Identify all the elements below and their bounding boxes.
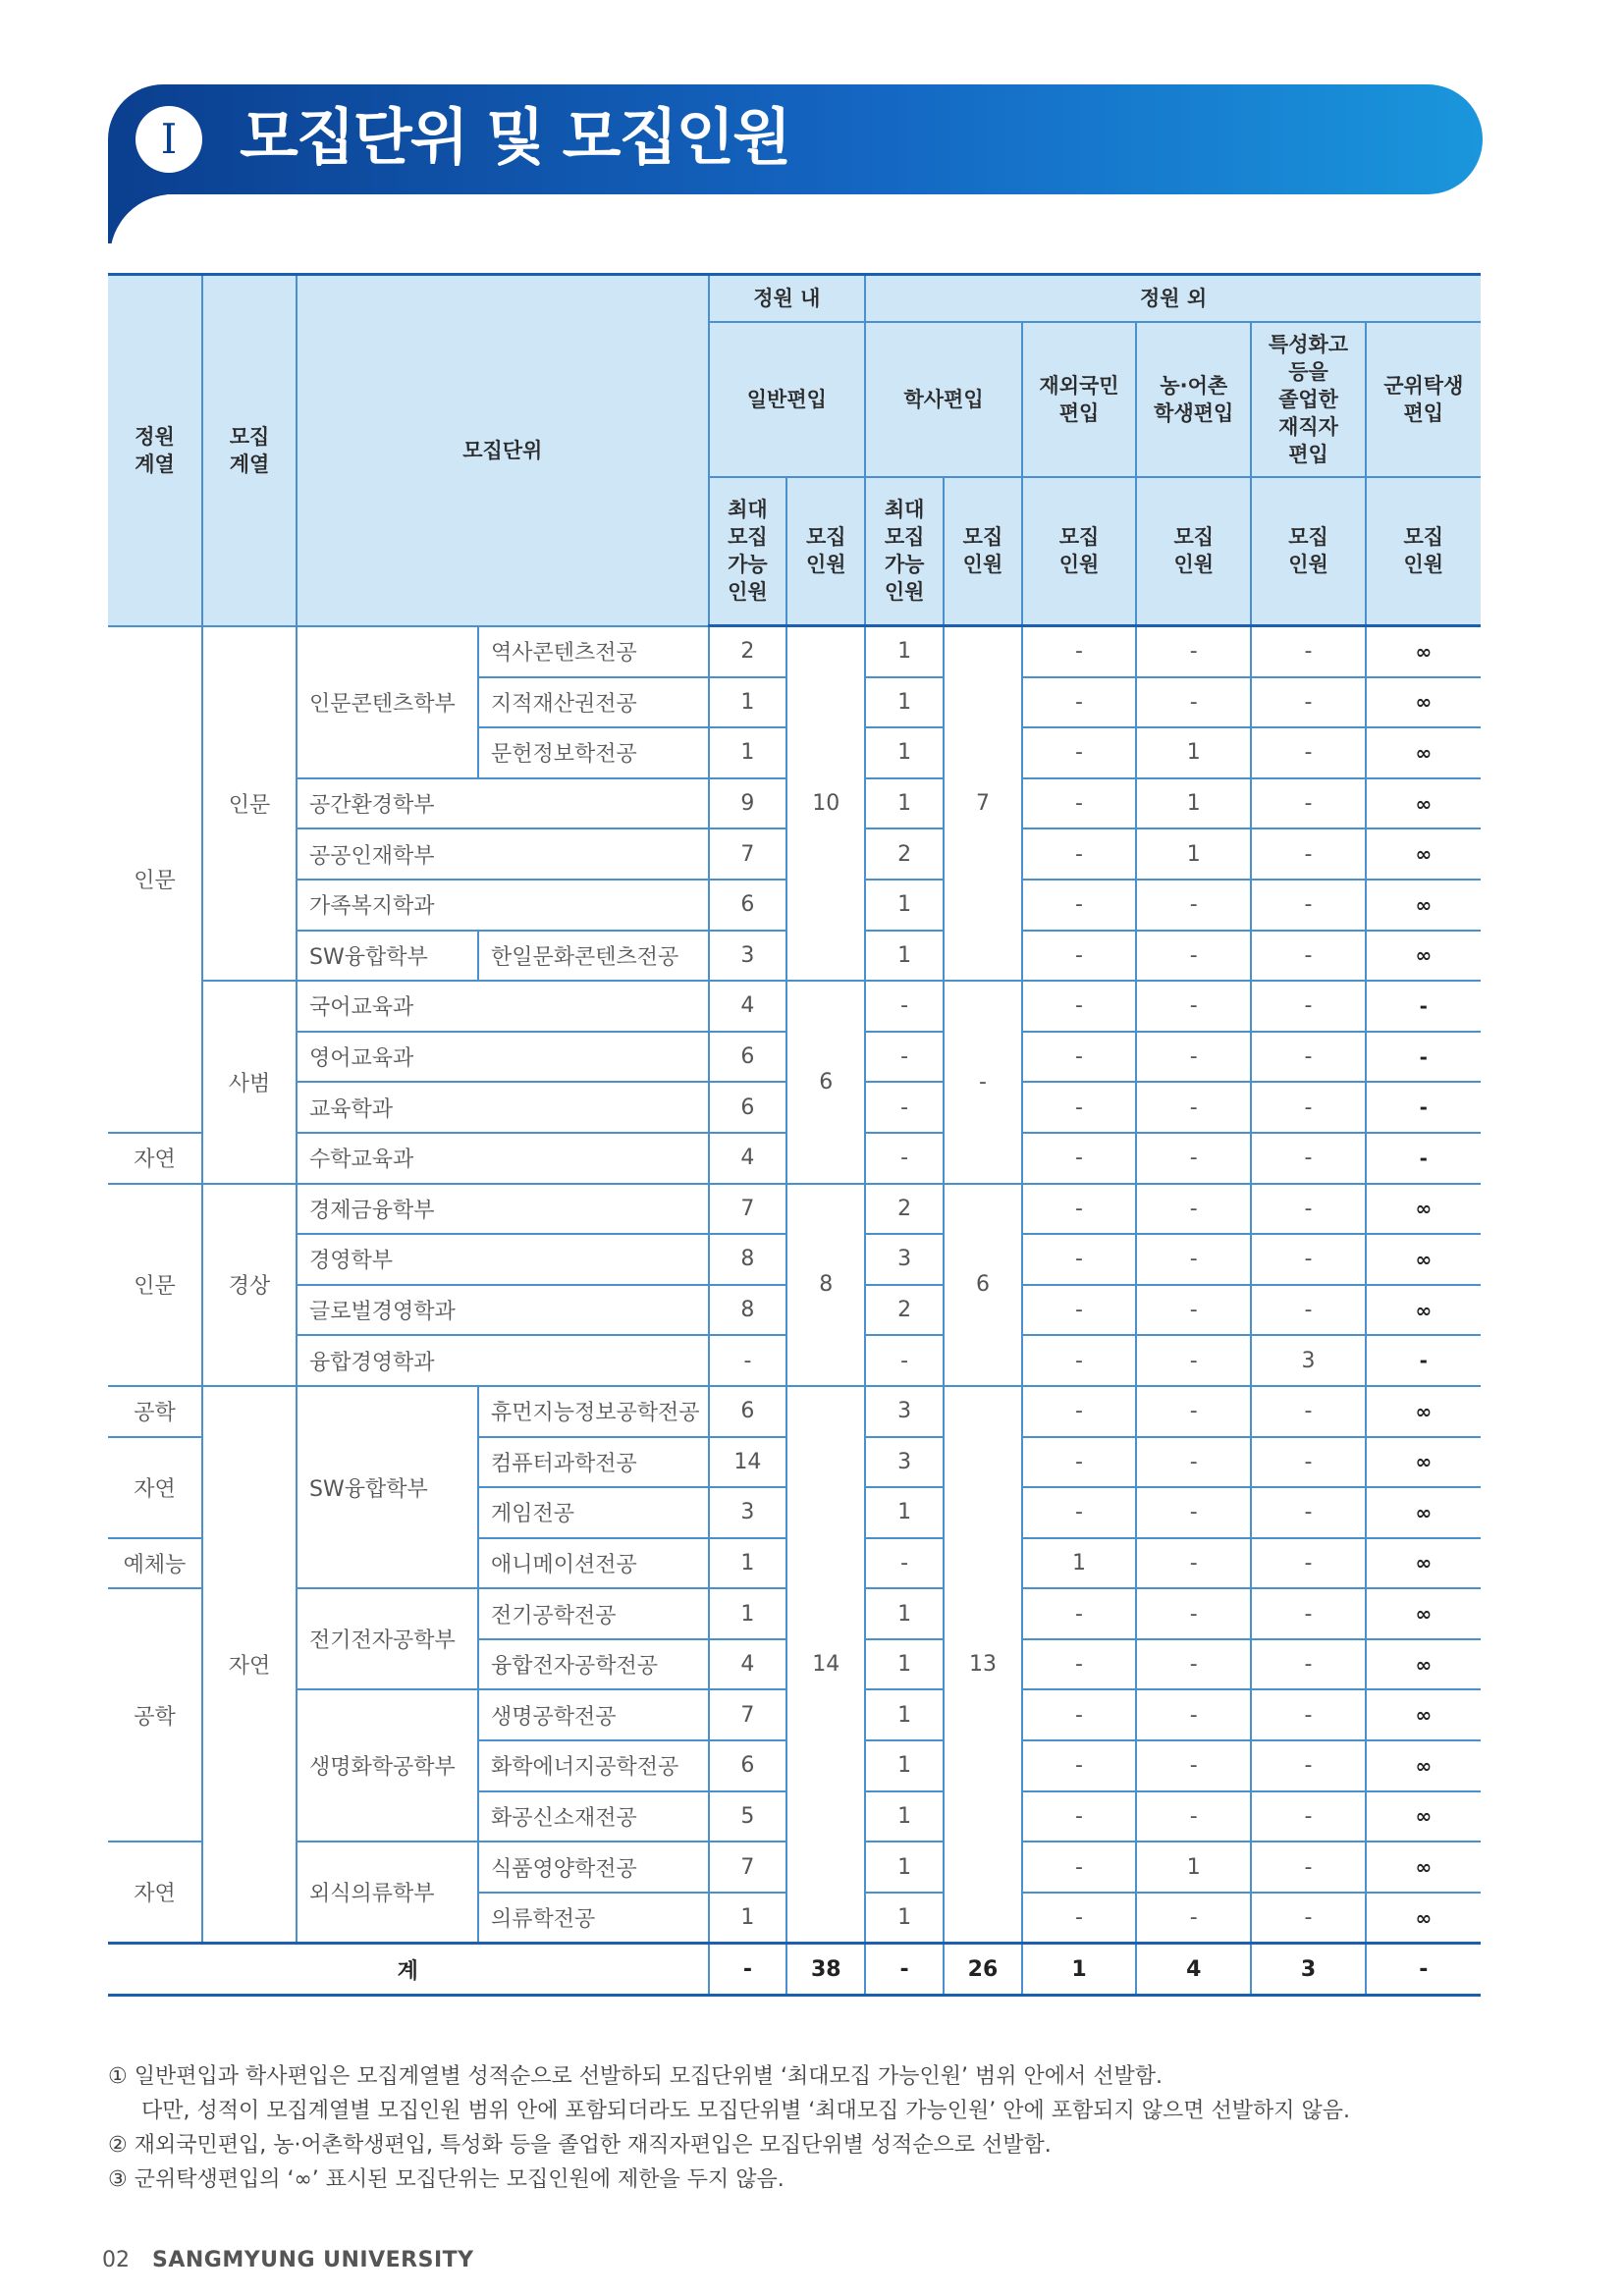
cell-gunwi: ∞	[1366, 778, 1481, 829]
cell-ilban-max: 7	[709, 1842, 787, 1893]
header-teukseong: 특성화고 등을 졸업한 재직자 편입	[1251, 322, 1365, 477]
note-3: ③ 군위탁생편입의 ‘∞’ 표시된 모집단위는 모집인원에 제한을 두지 않음.	[108, 2167, 785, 2192]
cell-haksa-count: 7	[944, 626, 1022, 982]
cell-haksa-count: -	[944, 981, 1022, 1183]
cell-haksa-max: 1	[865, 1487, 944, 1538]
cell-gunwi: ∞	[1366, 1893, 1481, 1944]
cell-teukseong: -	[1251, 1285, 1365, 1336]
cell-jaeoe: -	[1022, 880, 1136, 931]
table-row	[108, 1386, 1481, 1437]
cell-jaeoe: -	[1022, 1689, 1136, 1740]
cell-category: 경상	[202, 1184, 297, 1386]
notes	[108, 2059, 1350, 2197]
cell-jaeoe: -	[1022, 1842, 1136, 1893]
total-nong: 4	[1136, 1944, 1251, 1996]
cell-major: 문헌정보학전공	[478, 727, 709, 778]
header-haksa: 학사편입	[865, 322, 1022, 477]
header-nong-count: 모집 인원	[1136, 477, 1251, 626]
header-mojip-gyeyeol: 모집 계열	[202, 275, 297, 626]
cell-gunwi: -	[1366, 981, 1481, 1032]
cell-haksa-max: 1	[865, 1689, 944, 1740]
cell-teukseong: -	[1251, 931, 1365, 982]
cell-jaeoe: -	[1022, 677, 1136, 728]
cell-nong: -	[1136, 1639, 1251, 1690]
cell-teukseong: -	[1251, 828, 1365, 880]
cell-teukseong: -	[1251, 1032, 1365, 1083]
cell-ilban-max: 6	[709, 1032, 787, 1083]
cell-field: 예체능	[108, 1538, 202, 1589]
cell-nong: -	[1136, 1133, 1251, 1184]
cell-gunwi: ∞	[1366, 1639, 1481, 1690]
cell-jaeoe: -	[1022, 1082, 1136, 1133]
page-footer	[102, 2248, 474, 2272]
cell-haksa-max: 1	[865, 1588, 944, 1639]
cell-major: 휴먼지능정보공학전공	[478, 1386, 709, 1437]
cell-teukseong: -	[1251, 1386, 1365, 1437]
cell-jaeoe: -	[1022, 727, 1136, 778]
cell-ilban-max: -	[709, 1335, 787, 1386]
cell-haksa-max: -	[865, 1538, 944, 1589]
cell-nong: -	[1136, 880, 1251, 931]
cell-teukseong: -	[1251, 1689, 1365, 1740]
cell-nong: -	[1136, 981, 1251, 1032]
cell-field: 자연	[108, 1133, 202, 1184]
cell-ilban-max: 1	[709, 1893, 787, 1944]
cell-ilban-max: 2	[709, 626, 787, 677]
total-teukseong: 3	[1251, 1944, 1365, 1996]
cell-haksa-max: 1	[865, 1639, 944, 1690]
header-ilban-count: 모집 인원	[786, 477, 865, 626]
cell-gunwi: ∞	[1366, 677, 1481, 728]
cell-jaeoe: -	[1022, 1740, 1136, 1791]
cell-gunwi: ∞	[1366, 1487, 1481, 1538]
cell-haksa-max: 1	[865, 880, 944, 931]
cell-gunwi: -	[1366, 1133, 1481, 1184]
total-haksa-count: 26	[944, 1944, 1022, 1996]
cell-nong: -	[1136, 626, 1251, 677]
cell-jaeoe: -	[1022, 1791, 1136, 1842]
cell-jaeoe: -	[1022, 981, 1136, 1032]
cell-jaeoe: -	[1022, 1234, 1136, 1285]
cell-haksa-count: 6	[944, 1184, 1022, 1386]
cell-jaeoe: -	[1022, 1032, 1136, 1083]
cell-ilban-max: 7	[709, 1184, 787, 1235]
cell-jaeoe: -	[1022, 626, 1136, 677]
cell-nong: -	[1136, 677, 1251, 728]
cell-haksa-max: -	[865, 1082, 944, 1133]
cell-jaeoe: -	[1022, 931, 1136, 982]
cell-teukseong: -	[1251, 1437, 1365, 1488]
cell-major: 의류학전공	[478, 1893, 709, 1944]
cell-unit: 외식의류학부	[297, 1842, 478, 1944]
cell-nong: -	[1136, 1437, 1251, 1488]
cell-teukseong: -	[1251, 1639, 1365, 1690]
cell-ilban-count: 14	[786, 1386, 865, 1944]
cell-teukseong: -	[1251, 1588, 1365, 1639]
cell-nong: -	[1136, 1082, 1251, 1133]
total-jaeoe: 1	[1022, 1944, 1136, 1996]
cell-gunwi: ∞	[1366, 1791, 1481, 1842]
cell-haksa-max: 1	[865, 1740, 944, 1791]
cell-gunwi: ∞	[1366, 1842, 1481, 1893]
header-jeongwon-nae: 정원 내	[709, 275, 866, 322]
cell-haksa-max: 3	[865, 1386, 944, 1437]
cell-gunwi: ∞	[1366, 1184, 1481, 1235]
cell-nong: -	[1136, 1791, 1251, 1842]
cell-major: 화공신소재전공	[478, 1791, 709, 1842]
cell-major: 지적재산권전공	[478, 677, 709, 728]
cell-ilban-count: 10	[786, 626, 865, 982]
cell-unit: 공공인재학부	[297, 828, 708, 880]
cell-haksa-max: 1	[865, 626, 944, 677]
cell-teukseong: -	[1251, 1234, 1365, 1285]
cell-unit: 융합경영학과	[297, 1335, 708, 1386]
note-1: ① 일반편입과 학사편입은 모집계열별 성적순으로 선발하되 모집단위별 ‘최대모집 가능인원’ 범위 안에서 선발함.	[108, 2064, 1163, 2089]
cell-teukseong: -	[1251, 880, 1365, 931]
cell-field: 자연	[108, 1437, 202, 1538]
cell-unit: 글로벌경영학과	[297, 1285, 708, 1336]
cell-haksa-max: 3	[865, 1234, 944, 1285]
cell-ilban-max: 6	[709, 1740, 787, 1791]
cell-field: 인문	[108, 1184, 202, 1386]
header-teukseong-count: 모집 인원	[1251, 477, 1365, 626]
cell-nong: -	[1136, 1487, 1251, 1538]
cell-ilban-max: 3	[709, 1487, 787, 1538]
cell-nong: -	[1136, 1234, 1251, 1285]
cell-nong: -	[1136, 1740, 1251, 1791]
total-label: 계	[108, 1944, 709, 1996]
table-row	[108, 981, 1481, 1032]
cell-nong: -	[1136, 1032, 1251, 1083]
cell-teukseong: -	[1251, 677, 1365, 728]
cell-teukseong: -	[1251, 626, 1365, 677]
cell-gunwi: ∞	[1366, 1437, 1481, 1488]
cell-unit: 인문콘텐츠학부	[297, 626, 478, 778]
cell-ilban-max: 5	[709, 1791, 787, 1842]
cell-ilban-max: 1	[709, 1588, 787, 1639]
cell-jaeoe: -	[1022, 1335, 1136, 1386]
cell-field: 공학	[108, 1386, 202, 1437]
cell-nong: 1	[1136, 778, 1251, 829]
cell-gunwi: -	[1366, 1335, 1481, 1386]
cell-jaeoe: -	[1022, 1437, 1136, 1488]
table-row	[108, 626, 1481, 677]
cell-major: 식품영양학전공	[478, 1842, 709, 1893]
total-row	[108, 1944, 1481, 1996]
cell-teukseong: -	[1251, 1487, 1365, 1538]
cell-teukseong: -	[1251, 1538, 1365, 1589]
cell-major: 컴퓨터과학전공	[478, 1437, 709, 1488]
header-mojip-danwi: 모집단위	[297, 275, 708, 626]
cell-haksa-max: 3	[865, 1437, 944, 1488]
cell-teukseong: -	[1251, 778, 1365, 829]
cell-ilban-max: 4	[709, 1133, 787, 1184]
cell-haksa-max: 1	[865, 1791, 944, 1842]
cell-ilban-max: 4	[709, 981, 787, 1032]
cell-teukseong: -	[1251, 981, 1365, 1032]
cell-haksa-max: 2	[865, 828, 944, 880]
cell-gunwi: ∞	[1366, 1689, 1481, 1740]
section-numeral: I	[135, 106, 202, 173]
header-jeongwon-gyeyeol: 정원 계열	[108, 275, 202, 626]
cell-nong: -	[1136, 1893, 1251, 1944]
header-nong: 농·어촌 학생편입	[1136, 322, 1251, 477]
cell-teukseong: -	[1251, 1082, 1365, 1133]
cell-nong: 1	[1136, 1842, 1251, 1893]
cell-major: 융합전자공학전공	[478, 1639, 709, 1690]
header-gunwi: 군위탁생 편입	[1366, 322, 1481, 477]
header-gunwi-count: 모집 인원	[1366, 477, 1481, 626]
cell-teukseong: -	[1251, 727, 1365, 778]
cell-gunwi: ∞	[1366, 1588, 1481, 1639]
cell-jaeoe: -	[1022, 1386, 1136, 1437]
cell-unit: 영어교육과	[297, 1032, 708, 1083]
cell-haksa-max: 1	[865, 727, 944, 778]
cell-haksa-max: 2	[865, 1184, 944, 1235]
cell-teukseong: -	[1251, 1791, 1365, 1842]
cell-major: 역사콘텐츠전공	[478, 626, 709, 677]
cell-gunwi: ∞	[1366, 828, 1481, 880]
cell-gunwi: ∞	[1366, 880, 1481, 931]
cell-unit: 교육학과	[297, 1082, 708, 1133]
cell-ilban-max: 8	[709, 1285, 787, 1336]
cell-haksa-max: -	[865, 1335, 944, 1386]
cell-category: 인문	[202, 626, 297, 982]
header-haksa-count: 모집 인원	[944, 477, 1022, 626]
cell-haksa-max: 1	[865, 1842, 944, 1893]
cell-teukseong: -	[1251, 1133, 1365, 1184]
cell-unit: 전기전자공학부	[297, 1588, 478, 1689]
cell-haksa-max: 1	[865, 1893, 944, 1944]
cell-ilban-max: 9	[709, 778, 787, 829]
cell-major: 한일문화콘텐츠전공	[478, 931, 709, 982]
cell-haksa-max: 2	[865, 1285, 944, 1336]
cell-jaeoe: -	[1022, 1487, 1136, 1538]
cell-jaeoe: -	[1022, 1133, 1136, 1184]
cell-unit: 국어교육과	[297, 981, 708, 1032]
cell-teukseong: -	[1251, 1842, 1365, 1893]
cell-ilban-max: 7	[709, 828, 787, 880]
total-haksa-max: -	[865, 1944, 944, 1996]
cell-ilban-max: 14	[709, 1437, 787, 1488]
cell-ilban-max: 1	[709, 727, 787, 778]
cell-gunwi: -	[1366, 1032, 1481, 1083]
cell-jaeoe: -	[1022, 778, 1136, 829]
cell-jaeoe: -	[1022, 1893, 1136, 1944]
cell-nong: 1	[1136, 828, 1251, 880]
cell-major: 애니메이션전공	[478, 1538, 709, 1589]
note-2: ② 재외국민편입, 농·어촌학생편입, 특성화 등을 졸업한 재직자편입은 모집단위별 성적순으로 선발함.	[108, 2133, 1052, 2158]
cell-haksa-max: -	[865, 1032, 944, 1083]
cell-category: 사범	[202, 981, 297, 1183]
cell-jaeoe: -	[1022, 1285, 1136, 1336]
cell-nong: 1	[1136, 727, 1251, 778]
cell-ilban-max: 1	[709, 677, 787, 728]
cell-nong: -	[1136, 1184, 1251, 1235]
cell-ilban-max: 6	[709, 880, 787, 931]
note-1-continued: 다만, 성적이 모집계열별 모집인원 범위 안에 포함되더라도 모집단위별 ‘최대모집 가능인원’ 안에 포함되지 않으면 선발하지 않음.	[141, 2099, 1350, 2123]
cell-haksa-max: 1	[865, 778, 944, 829]
cell-nong: -	[1136, 1689, 1251, 1740]
cell-gunwi: ∞	[1366, 727, 1481, 778]
cell-gunwi: ∞	[1366, 1386, 1481, 1437]
header-jaeoe-count: 모집 인원	[1022, 477, 1136, 626]
cell-ilban-count: 6	[786, 981, 865, 1183]
university-name: SANGMYUNG UNIVERSITY	[152, 2248, 474, 2272]
cell-haksa-max: -	[865, 981, 944, 1032]
total-gunwi: -	[1366, 1944, 1481, 1996]
header-ilban-max: 최대 모집 가능 인원	[709, 477, 787, 626]
cell-ilban-max: 1	[709, 1538, 787, 1589]
cell-unit: 수학교육과	[297, 1133, 708, 1184]
cell-nong: -	[1136, 1285, 1251, 1336]
cell-nong: -	[1136, 931, 1251, 982]
cell-unit: 가족복지학과	[297, 880, 708, 931]
cell-nong: -	[1136, 1386, 1251, 1437]
cell-haksa-max: -	[865, 1133, 944, 1184]
cell-major: 전기공학전공	[478, 1588, 709, 1639]
header-ilban: 일반편입	[709, 322, 866, 477]
cell-teukseong: -	[1251, 1893, 1365, 1944]
total-ilban-max: -	[709, 1944, 787, 1996]
cell-gunwi: ∞	[1366, 1285, 1481, 1336]
table-row	[108, 1184, 1481, 1235]
cell-haksa-count: 13	[944, 1386, 1022, 1944]
header-jeongwon-oe: 정원 외	[865, 275, 1481, 322]
cell-ilban-max: 8	[709, 1234, 787, 1285]
cell-unit: 경제금융학부	[297, 1184, 708, 1235]
cell-haksa-max: 1	[865, 931, 944, 982]
cell-ilban-max: 6	[709, 1082, 787, 1133]
cell-gunwi: -	[1366, 1082, 1481, 1133]
cell-ilban-max: 4	[709, 1639, 787, 1690]
header-haksa-max: 최대 모집 가능 인원	[865, 477, 944, 626]
cell-unit: 생명화학공학부	[297, 1689, 478, 1842]
cell-teukseong: -	[1251, 1740, 1365, 1791]
page-number: 02	[102, 2248, 130, 2272]
cell-unit: 경영학부	[297, 1234, 708, 1285]
cell-field: 인문	[108, 626, 202, 1133]
cell-category: 자연	[202, 1386, 297, 1944]
cell-gunwi: ∞	[1366, 1740, 1481, 1791]
cell-jaeoe: 1	[1022, 1538, 1136, 1589]
cell-ilban-max: 3	[709, 931, 787, 982]
header-jaeoe: 재외국민 편입	[1022, 322, 1136, 477]
cell-major: 생명공학전공	[478, 1689, 709, 1740]
section-title: 모집단위 및 모집인원	[240, 101, 790, 173]
cell-nong: -	[1136, 1588, 1251, 1639]
cell-jaeoe: -	[1022, 1184, 1136, 1235]
cell-teukseong: 3	[1251, 1335, 1365, 1386]
cell-gunwi: ∞	[1366, 626, 1481, 677]
cell-ilban-max: 6	[709, 1386, 787, 1437]
cell-ilban-count: 8	[786, 1184, 865, 1386]
recruitment-table	[108, 273, 1481, 1997]
cell-unit: SW융합학부	[297, 931, 478, 982]
cell-gunwi: ∞	[1366, 931, 1481, 982]
cell-unit: 공간환경학부	[297, 778, 708, 829]
cell-ilban-max: 7	[709, 1689, 787, 1740]
cell-gunwi: ∞	[1366, 1234, 1481, 1285]
cell-haksa-max: 1	[865, 677, 944, 728]
cell-gunwi: ∞	[1366, 1538, 1481, 1589]
cell-nong: -	[1136, 1538, 1251, 1589]
cell-jaeoe: -	[1022, 1639, 1136, 1690]
cell-major: 게임전공	[478, 1487, 709, 1538]
cell-jaeoe: -	[1022, 1588, 1136, 1639]
cell-major: 화학에너지공학전공	[478, 1740, 709, 1791]
cell-field: 공학	[108, 1588, 202, 1842]
cell-field: 자연	[108, 1842, 202, 1944]
total-ilban-count: 38	[786, 1944, 865, 1996]
cell-nong: -	[1136, 1335, 1251, 1386]
cell-unit: SW융합학부	[297, 1386, 478, 1588]
cell-teukseong: -	[1251, 1184, 1365, 1235]
cell-jaeoe: -	[1022, 828, 1136, 880]
